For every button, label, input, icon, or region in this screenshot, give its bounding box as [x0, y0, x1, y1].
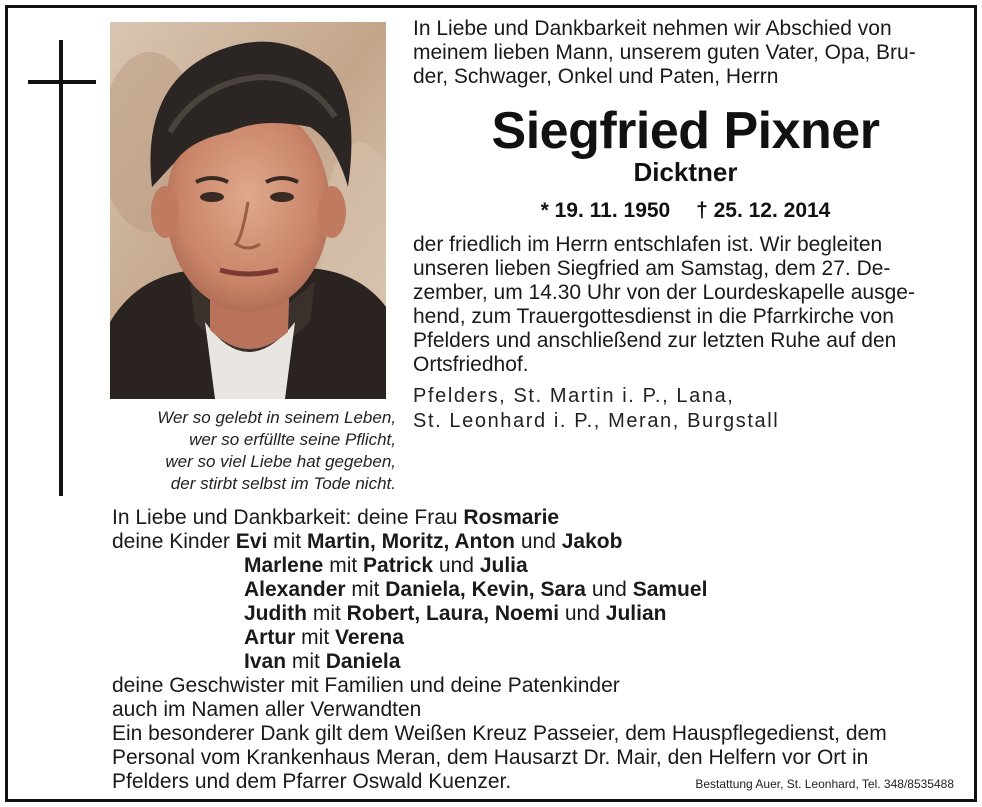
- death-date: † 25. 12. 2014: [696, 199, 831, 222]
- places-list: [413, 384, 958, 434]
- deceased-name: Siegfried Pixner: [491, 102, 880, 160]
- body-line: hend, zum Trauergottesdienst in die Pfarrkirche von: [413, 305, 894, 328]
- portrait-photo: [110, 22, 386, 399]
- family-row-evi: deine Kinder Evi mit Martin, Moritz, Anton und Jakob: [112, 530, 623, 553]
- family-list: [112, 506, 872, 722]
- intro-text: [413, 17, 958, 89]
- quote-line: der stirbt selbst im Tode nicht.: [170, 474, 396, 493]
- memorial-quote: [100, 407, 396, 495]
- body-line: Ortsfriedhof.: [413, 353, 529, 376]
- family-row-marlene: Marlene mit Patrick und Julia: [244, 554, 528, 577]
- quote-line: wer so viel Liebe hat gegeben,: [165, 452, 396, 471]
- funeral-home-credit: Bestattung Auer, St. Leonhard, Tel. 348/8535488: [695, 777, 954, 791]
- family-row-artur: Artur mit Verena: [244, 626, 404, 649]
- deceased-farm-name: Dicktner: [633, 157, 738, 187]
- quote-line: wer so erfüllte seine Pflicht,: [189, 430, 396, 449]
- thanks-line: Personal vom Krankenhaus Meran, dem Hausarzt Dr. Mair, den Helfern vor Ort in: [112, 746, 869, 769]
- thanks-line: Ein besonderer Dank gilt dem Weißen Kreuz Passeier, dem Hauspflegedienst, dem: [112, 722, 887, 745]
- body-line: der friedlich im Herrn entschlafen ist. Wir begleiten: [413, 233, 883, 256]
- family-row-siblings: deine Geschwister mit Familien und deine Patenkinder: [112, 674, 620, 697]
- funeral-details: [413, 233, 958, 377]
- family-row-wife: In Liebe und Dankbarkeit: deine Frau Rosmarie: [112, 506, 560, 529]
- places-line: St. Leonhard i. P., Meran, Burgstall: [413, 410, 780, 432]
- intro-line: meinem lieben Mann, unserem guten Vater, Opa, Bru-: [413, 41, 916, 64]
- cross-icon-vertical: [59, 40, 63, 496]
- thanks-line: Pfelders und dem Pfarrer Oswald Kuenzer.: [112, 770, 512, 793]
- family-row-judith: Judith mit Robert, Laura, Noemi und Julian: [244, 602, 667, 625]
- body-line: zember, um 14.30 Uhr von der Lourdeskapelle ausge-: [413, 281, 915, 304]
- quote-line: Wer so gelebt in seinem Leben,: [157, 408, 396, 427]
- family-row-alexander: Alexander mit Daniela, Kevin, Sara und Samuel: [244, 578, 708, 601]
- family-row-ivan: Ivan mit Daniela: [244, 650, 401, 673]
- intro-line: In Liebe und Dankbarkeit nehmen wir Abschied von: [413, 17, 892, 40]
- body-line: Pfelders und anschließend zur letzten Ruhe auf den: [413, 329, 897, 352]
- intro-line: der, Schwager, Onkel und Paten, Herrn: [413, 65, 779, 88]
- body-line: unseren lieben Siegfried am Samstag, dem 27. De-: [413, 257, 891, 280]
- family-row-relatives: auch im Namen aller Verwandten: [112, 698, 422, 721]
- cross-icon-horizontal: [28, 80, 96, 84]
- wife-name: Rosmarie: [463, 506, 560, 529]
- life-dates: [413, 198, 958, 224]
- birth-date: * 19. 11. 1950: [540, 199, 671, 222]
- places-line: Pfelders, St. Martin i. P., Lana,: [413, 385, 735, 407]
